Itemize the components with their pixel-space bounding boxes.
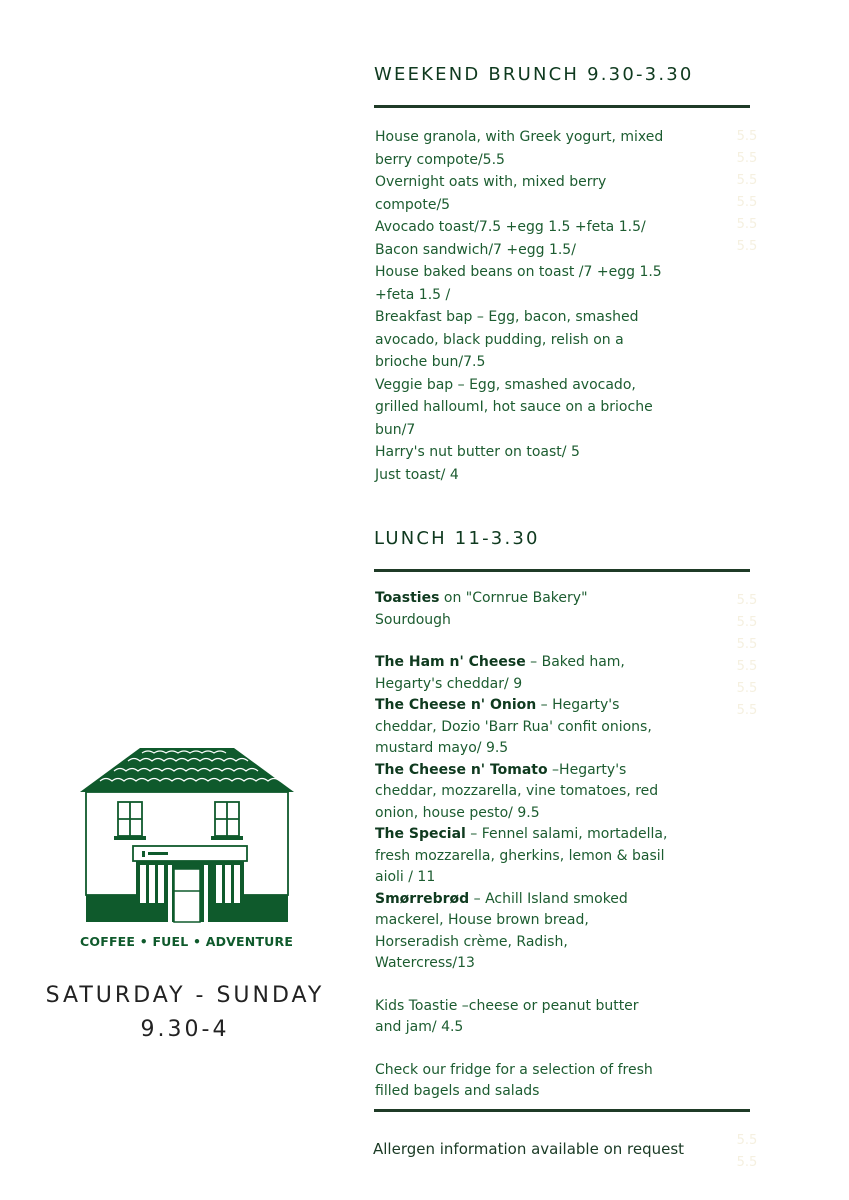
menu-line: Veggie bap – Egg, smashed avocado, xyxy=(375,376,636,393)
ghost-price: 5.5 xyxy=(736,681,758,696)
lunch-item xyxy=(375,695,675,717)
toasties-bakery: on "Cornrue Bakery" xyxy=(439,590,588,606)
ghost-price: 5.5 xyxy=(736,151,758,166)
ghost-price: 5.5 xyxy=(736,615,758,630)
ghost-price: 5.5 xyxy=(736,637,758,652)
lunch-title: LUNCH 11-3.30 xyxy=(374,528,540,549)
footer-divider xyxy=(374,1109,750,1112)
item-name: The Cheese n' Onion xyxy=(375,697,537,713)
item-desc-line: aioli / 11 xyxy=(375,869,436,885)
lunch-menu xyxy=(375,588,675,1103)
brunch-menu xyxy=(375,126,675,486)
ghost-price: 5.5 xyxy=(736,593,758,608)
ghost-price: 5.5 xyxy=(736,195,758,210)
fridge-note-line2: filled bagels and salads xyxy=(375,1083,540,1099)
spacer xyxy=(375,631,675,652)
ghost-prices-lunch xyxy=(727,590,767,722)
brunch-divider xyxy=(374,105,750,108)
menu-line: +feta 1.5 / xyxy=(375,286,451,303)
opening-days: SATURDAY - SUNDAY xyxy=(45,983,325,1008)
item-desc-line: fresh mozzarella, gherkins, lemon & basil xyxy=(375,847,665,864)
lunch-item xyxy=(375,760,675,782)
menu-line: avocado, black pudding, relish on a xyxy=(375,331,624,348)
item-desc: –Hegarty's xyxy=(547,761,627,778)
ghost-price: 5.5 xyxy=(736,703,758,718)
item-name: Smørrebrød xyxy=(375,890,470,907)
menu-line: House granola, with Greek yogurt, mixed xyxy=(375,129,664,145)
item-desc-line: onion, house pesto/ 9.5 xyxy=(375,804,540,821)
lunch-divider xyxy=(374,569,750,572)
menu-line: grilled halloumI, hot sauce on a brioche xyxy=(375,399,653,415)
item-desc-line: Watercress/13 xyxy=(375,955,475,971)
menu-line: Breakfast bap – Egg, bacon, smashed xyxy=(375,309,639,325)
ghost-prices-footer xyxy=(727,1130,767,1174)
menu-line: compote/5 xyxy=(375,196,451,213)
toasties-label: Toasties xyxy=(375,590,440,606)
lunch-item xyxy=(375,824,675,846)
ghost-price: 5.5 xyxy=(736,239,758,254)
menu-line: bun/7 xyxy=(375,421,416,438)
menu-line: berry compote/5.5 xyxy=(375,151,505,168)
ghost-price: 5.5 xyxy=(736,1155,758,1170)
item-name: The Ham n' Cheese xyxy=(375,654,526,670)
ghost-price: 5.5 xyxy=(736,173,758,188)
ghost-price: 5.5 xyxy=(736,217,758,232)
allergen-note: Allergen information available on request xyxy=(373,1140,685,1158)
item-desc: – Fennel salami, mortadella, xyxy=(465,826,668,842)
opening-hours: 9.30-4 xyxy=(140,1017,230,1042)
ghost-price: 5.5 xyxy=(736,1133,758,1148)
item-name: The Cheese n' Tomato xyxy=(375,761,548,778)
menu-line: Avocado toast/7.5 +egg 1.5 +feta 1.5/ xyxy=(375,219,646,235)
item-desc-line: cheddar, mozzarella, vine tomatoes, red xyxy=(375,783,659,799)
item-desc-line: mackerel, House brown bread, xyxy=(375,912,589,928)
menu-line: Overnight oats with, mixed berry xyxy=(375,174,607,190)
toasties-bread: Sourdough xyxy=(375,611,451,628)
shop-door xyxy=(174,869,200,922)
lunch-item xyxy=(375,889,675,911)
brunch-title: WEEKEND BRUNCH 9.30-3.30 xyxy=(374,64,694,85)
toasties-intro xyxy=(375,588,675,610)
menu-line: Just toast/ 4 xyxy=(375,466,459,483)
ghost-price: 5.5 xyxy=(736,129,758,144)
item-desc-line: Horseradish crème, Radish, xyxy=(375,933,568,950)
menu-line: House baked beans on toast /7 +egg 1.5 xyxy=(375,264,662,280)
item-desc: – Hegarty's xyxy=(536,697,620,713)
kids-toastie-line2: and jam/ 4.5 xyxy=(375,1019,464,1035)
shop-front-logo xyxy=(78,745,296,925)
item-desc: – Baked ham, xyxy=(525,654,625,670)
fridge-note: Check our fridge for a selection of fresh xyxy=(375,1061,653,1078)
ghost-price: 5.5 xyxy=(736,659,758,674)
item-desc-line: cheddar, Dozio 'Barr Rua' confit onions, xyxy=(375,718,652,735)
brand-tagline: COFFEE • FUEL • ADVENTURE xyxy=(80,934,294,949)
menu-line: brioche bun/7.5 xyxy=(375,354,486,370)
item-desc-line: mustard mayo/ 9.5 xyxy=(375,740,509,756)
item-name: The Special xyxy=(375,826,466,842)
lunch-item xyxy=(375,652,675,674)
spacer xyxy=(375,975,675,996)
menu-line: Harry's nut butter on toast/ 5 xyxy=(375,444,580,460)
menu-line: Bacon sandwich/7 +egg 1.5/ xyxy=(375,241,576,258)
item-desc-line: Hegarty's cheddar/ 9 xyxy=(375,675,523,692)
item-desc: – Achill Island smoked xyxy=(469,890,628,907)
kids-toastie: Kids Toastie –cheese or peanut butter xyxy=(375,997,639,1014)
ghost-prices-brunch xyxy=(727,126,767,258)
spacer xyxy=(375,1039,675,1060)
